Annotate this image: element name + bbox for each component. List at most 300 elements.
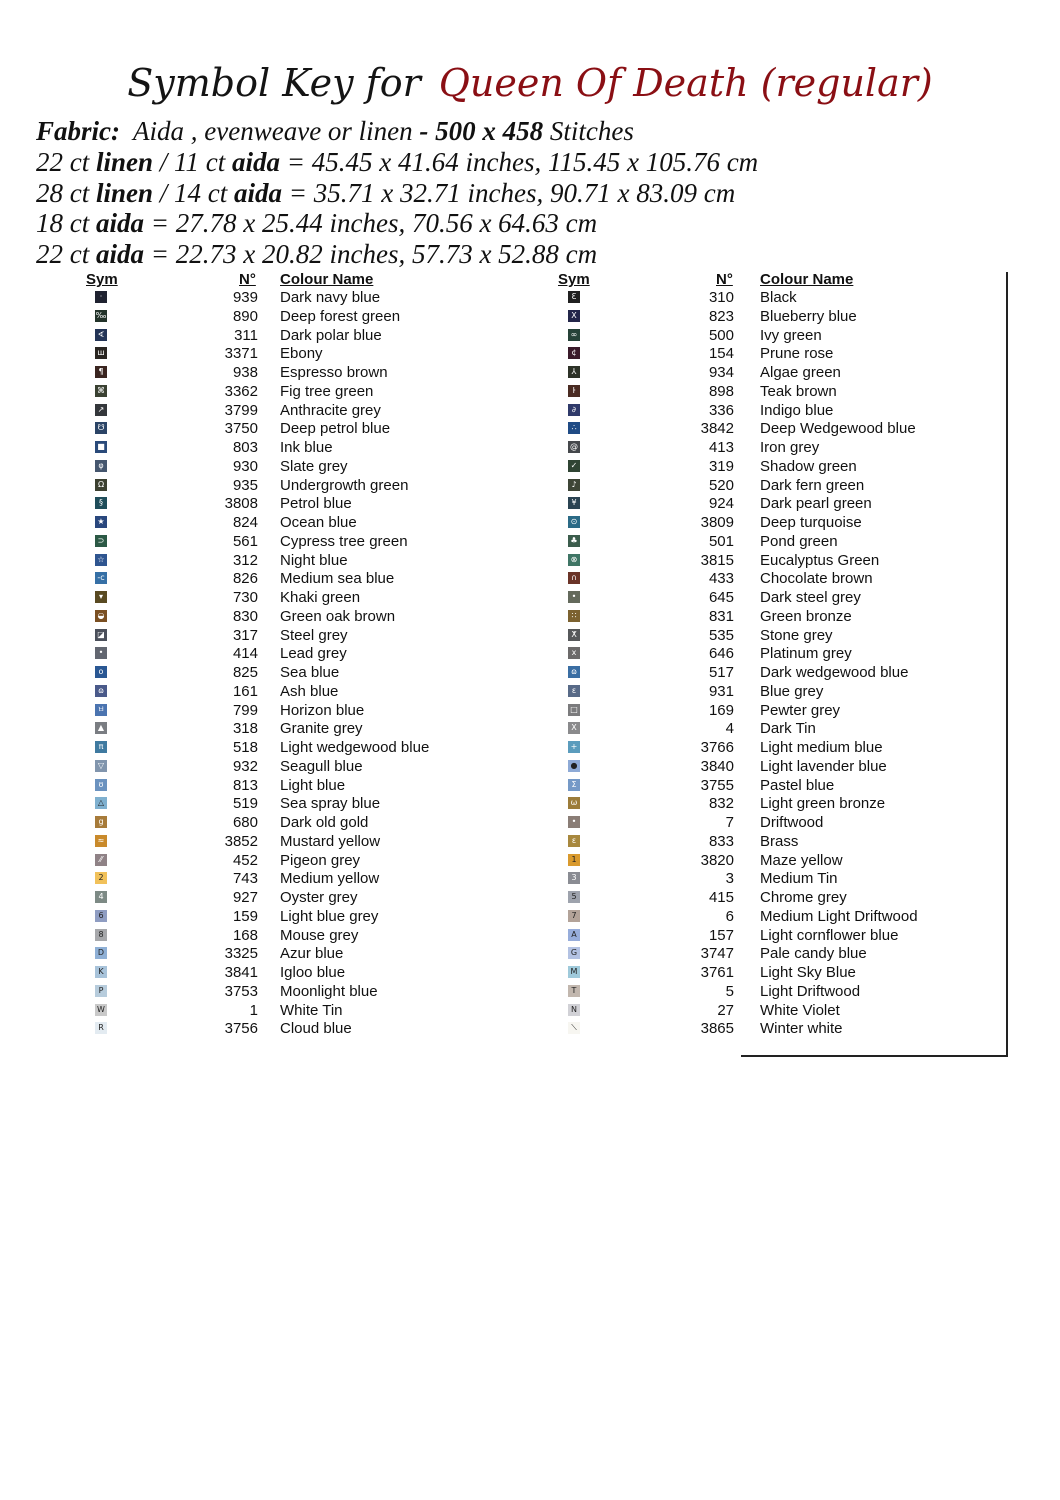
- symbol-swatch-icon: ◒: [95, 610, 107, 622]
- key-row: [82, 927, 502, 946]
- key-row: [555, 533, 1008, 552]
- colour-name: Green oak brown: [280, 607, 396, 625]
- header-sym: Sym: [558, 271, 590, 288]
- key-row: [82, 289, 502, 308]
- key-row: [555, 833, 1008, 852]
- symbol-swatch-icon: W: [95, 1004, 107, 1016]
- size-count-alt: / 14 ct: [153, 177, 235, 208]
- colour-name: Dark steel grey: [760, 589, 861, 606]
- symbol-swatch-icon: Ɛ: [568, 291, 580, 303]
- colour-name: Sea blue: [280, 664, 340, 681]
- key-row: [555, 664, 1008, 683]
- symbol-swatch-icon: ŀ: [568, 385, 580, 397]
- symbol-swatch-icon: ㅂ: [95, 704, 107, 716]
- size-count: 28 ct: [36, 177, 96, 208]
- colour-number: 3840: [700, 757, 734, 775]
- colour-number: 3808: [224, 495, 258, 513]
- key-row: [82, 327, 502, 346]
- colour-name: Iron grey: [760, 439, 820, 456]
- symbol-swatch-icon: 2: [95, 872, 107, 884]
- colour-number: 799: [232, 701, 258, 719]
- colour-name: Dark Tin: [760, 720, 816, 738]
- key-row: [555, 1020, 1008, 1039]
- key-row: [555, 870, 1008, 889]
- colour-name: Igloo blue: [280, 964, 346, 981]
- symbol-swatch-icon: ♪: [568, 479, 580, 491]
- symbol-swatch-icon: ʊ: [95, 779, 107, 791]
- key-row: [82, 477, 502, 496]
- key-row: [82, 908, 502, 927]
- colour-name: Teak brown: [760, 382, 837, 400]
- symbol-swatch-icon: ⅄: [568, 366, 580, 378]
- key-row: [555, 945, 1008, 964]
- colour-name: Driftwood: [760, 814, 824, 831]
- colour-name: Pewter grey: [760, 701, 841, 719]
- key-row: [555, 627, 1008, 646]
- symbol-swatch-icon: ¥: [568, 497, 580, 509]
- colour-number: 5: [725, 982, 734, 1000]
- symbol-swatch-icon: 1: [568, 854, 580, 866]
- colour-number: 3820: [700, 851, 734, 869]
- colour-name: Prune rose: [760, 345, 834, 363]
- key-row: [555, 720, 1008, 739]
- colour-number: 3841: [224, 964, 258, 981]
- colour-name: Mustard yellow: [280, 832, 381, 850]
- symbol-swatch-icon: D: [95, 947, 107, 959]
- colour-number: 3761: [700, 964, 734, 981]
- colour-name: Algae green: [760, 364, 841, 381]
- symbol-swatch-icon: ▲: [95, 722, 107, 734]
- colour-number: 159: [232, 907, 258, 925]
- key-row: [555, 645, 1008, 664]
- colour-number: 452: [232, 851, 258, 869]
- colour-number: 824: [232, 514, 258, 531]
- colour-name: Petrol blue: [280, 495, 352, 513]
- colour-number: 415: [708, 889, 734, 906]
- key-row: [555, 777, 1008, 796]
- colour-name: Moonlight blue: [280, 982, 378, 1000]
- colour-number: 924: [708, 495, 734, 513]
- symbol-swatch-icon: □: [568, 704, 580, 716]
- colour-name: Deep petrol blue: [280, 420, 391, 438]
- key-row: [82, 345, 502, 364]
- colour-number: 413: [708, 439, 734, 456]
- key-row: [555, 552, 1008, 571]
- colour-number: 169: [708, 701, 734, 719]
- colour-name: Horizon blue: [280, 701, 365, 719]
- colour-name: Cloud blue: [280, 1020, 352, 1038]
- key-row: [555, 814, 1008, 833]
- colour-name: Light wedgewood blue: [280, 739, 430, 756]
- colour-number: 927: [232, 889, 258, 906]
- colour-number: 932: [232, 757, 258, 775]
- size-dimensions: = 35.71 x 32.71 inches, 90.71 x 83.09 cm: [282, 177, 736, 208]
- symbol-swatch-icon: ɷ: [568, 666, 580, 678]
- symbol-swatch-icon: ∷: [568, 610, 580, 622]
- symbol-swatch-icon: §: [95, 497, 107, 509]
- colour-name: Medium yellow: [280, 870, 380, 888]
- colour-name: Steel grey: [280, 626, 348, 644]
- key-row: [555, 608, 1008, 627]
- header-colour-name: Colour Name: [280, 271, 374, 288]
- colour-number: 935: [232, 476, 258, 494]
- key-row: [82, 533, 502, 552]
- key-row: [555, 927, 1008, 946]
- key-row: [82, 683, 502, 702]
- colour-name: Light lavender blue: [760, 757, 887, 775]
- colour-name: Dark navy blue: [280, 289, 381, 306]
- colour-name: Oyster grey: [280, 889, 358, 906]
- symbol-swatch-icon: ⟍: [568, 1022, 580, 1034]
- stitch-separator: -: [412, 116, 436, 146]
- colour-name: Azur blue: [280, 945, 344, 963]
- colour-number: 826: [232, 570, 258, 588]
- key-row: [82, 983, 502, 1002]
- fabric-type: linen: [96, 146, 154, 177]
- colour-number: 813: [232, 776, 258, 794]
- colour-number: 832: [708, 795, 734, 813]
- symbol-swatch-icon: ¢: [568, 347, 580, 359]
- colour-number: 168: [232, 926, 258, 944]
- symbol-swatch-icon: ▽: [95, 760, 107, 772]
- colour-number: 312: [232, 551, 258, 569]
- pattern-name: Queen Of Death (regular): [438, 61, 933, 105]
- fabric-specs: [36, 116, 758, 270]
- stitches-label: Stitches: [543, 116, 634, 146]
- key-row: [555, 364, 1008, 383]
- colour-number: 743: [232, 870, 258, 888]
- symbol-swatch-icon: X: [568, 310, 580, 322]
- key-row: [555, 908, 1008, 927]
- colour-number: 27: [717, 1001, 734, 1019]
- symbol-swatch-icon: 4: [95, 891, 107, 903]
- key-row: [82, 739, 502, 758]
- colour-name: Dark polar blue: [280, 326, 382, 344]
- size-line: [36, 208, 758, 239]
- colour-name: Light blue: [280, 776, 346, 794]
- symbol-swatch-icon: ω: [568, 797, 580, 809]
- size-count: 22 ct: [36, 146, 96, 177]
- colour-name: Blueberry blue: [760, 307, 857, 325]
- colour-name: Night blue: [280, 551, 348, 569]
- key-row: [555, 1002, 1008, 1021]
- colour-name: Winter white: [760, 1020, 843, 1038]
- symbol-swatch-icon: K: [95, 966, 107, 978]
- colour-name: Medium Tin: [760, 870, 838, 888]
- key-row: [555, 477, 1008, 496]
- key-row: [555, 702, 1008, 721]
- fabric-type: linen: [96, 177, 154, 208]
- colour-number: 161: [232, 682, 258, 700]
- colour-number: 3815: [700, 551, 734, 569]
- key-row: [82, 589, 502, 608]
- colour-name: Dark old gold: [280, 814, 369, 831]
- symbol-swatch-icon: ∂: [568, 404, 580, 416]
- key-row: [555, 420, 1008, 439]
- symbol-swatch-icon: φ: [95, 460, 107, 472]
- colour-name: Eucalyptus Green: [760, 551, 880, 569]
- colour-name: Deep forest green: [280, 307, 401, 325]
- symbol-swatch-icon: ≈: [95, 835, 107, 847]
- symbol-swatch-icon: -c: [95, 572, 107, 584]
- header-number: N°: [716, 271, 733, 288]
- symbol-swatch-icon: ⊙: [568, 516, 580, 528]
- key-row: [82, 458, 502, 477]
- symbol-swatch-icon: ∩: [568, 572, 580, 584]
- colour-number: 645: [708, 589, 734, 606]
- fabric-type: aida: [96, 239, 145, 270]
- colour-name: Pigeon grey: [280, 851, 361, 869]
- colour-name: Lead grey: [280, 645, 347, 663]
- colour-number: 154: [708, 345, 734, 363]
- colour-name: Pastel blue: [760, 776, 835, 794]
- colour-name: Light cornflower blue: [760, 926, 899, 944]
- size-count: 22 ct: [36, 239, 96, 270]
- key-row: [82, 664, 502, 683]
- table-border-bottom: [741, 1055, 1008, 1057]
- colour-name: Granite grey: [280, 720, 363, 738]
- colour-name: Mouse grey: [280, 926, 359, 944]
- colour-name: Sea spray blue: [280, 795, 381, 813]
- key-row: [82, 1002, 502, 1021]
- symbol-swatch-icon: x: [568, 647, 580, 659]
- colour-name: Ash blue: [280, 682, 339, 700]
- key-row: [555, 758, 1008, 777]
- colour-number: 3371: [224, 345, 258, 363]
- symbol-swatch-icon: P: [95, 985, 107, 997]
- colour-number: 3: [725, 870, 734, 888]
- key-header: [82, 270, 502, 289]
- colour-number: 3809: [700, 514, 734, 531]
- colour-number: 520: [708, 476, 734, 494]
- colour-name: Fig tree green: [280, 382, 374, 400]
- colour-number: 825: [232, 664, 258, 681]
- colour-name: Light Driftwood: [760, 982, 861, 1000]
- key-row: [555, 570, 1008, 589]
- colour-name: Anthracite grey: [280, 401, 381, 419]
- size-dimensions: = 45.45 x 41.64 inches, 115.45 x 105.76 cm: [280, 146, 759, 177]
- colour-number: 317: [232, 626, 258, 644]
- key-row: [82, 889, 502, 908]
- colour-name: Shadow green: [760, 457, 857, 475]
- size-line: [36, 178, 758, 209]
- key-row: [82, 964, 502, 983]
- symbol-swatch-icon: ☆: [95, 554, 107, 566]
- header-sym: Sym: [86, 271, 118, 288]
- symbol-swatch-icon: ▾: [95, 591, 107, 603]
- fabric-type: aida: [96, 208, 145, 239]
- key-row: [82, 945, 502, 964]
- key-row: [82, 364, 502, 383]
- symbol-swatch-icon: ★: [95, 516, 107, 528]
- colour-number: 3753: [224, 982, 258, 1000]
- colour-number: 3865: [700, 1020, 734, 1038]
- colour-name: Undergrowth green: [280, 476, 409, 494]
- title-prefix: Symbol Key for: [127, 61, 421, 105]
- key-row: [82, 439, 502, 458]
- colour-name: Maze yellow: [760, 851, 843, 869]
- symbol-swatch-icon: 3: [568, 872, 580, 884]
- colour-number: 501: [708, 532, 734, 550]
- header-number: N°: [239, 271, 256, 288]
- colour-number: 500: [708, 326, 734, 344]
- colour-name: Indigo blue: [760, 401, 834, 419]
- colour-number: 318: [232, 720, 258, 738]
- fabric-text: Aida , evenweave or linen: [133, 116, 413, 146]
- symbol-key-left: [82, 270, 502, 1039]
- colour-number: 310: [708, 289, 734, 306]
- colour-number: 931: [708, 682, 734, 700]
- key-row: [555, 795, 1008, 814]
- colour-name: Light medium blue: [760, 739, 883, 756]
- key-row: [82, 570, 502, 589]
- colour-name: Ocean blue: [280, 514, 357, 531]
- colour-name: Deep turquoise: [760, 514, 862, 531]
- stitch-count: 500 x 458: [435, 116, 544, 146]
- size-count-alt: / 11 ct: [153, 146, 233, 177]
- key-row: [82, 383, 502, 402]
- colour-name: Stone grey: [760, 626, 833, 644]
- key-row: [555, 383, 1008, 402]
- key-row: [82, 608, 502, 627]
- fabric-label: Fabric:: [36, 116, 120, 146]
- key-row: [82, 495, 502, 514]
- symbol-swatch-icon: o: [95, 666, 107, 678]
- symbol-swatch-icon: Ω: [95, 479, 107, 491]
- symbol-swatch-icon: 7: [568, 910, 580, 922]
- size-line: [36, 239, 758, 270]
- colour-number: 1: [249, 1001, 258, 1019]
- symbol-swatch-icon: 5: [568, 891, 580, 903]
- colour-number: 3799: [224, 401, 258, 419]
- symbol-swatch-icon: A: [568, 929, 580, 941]
- colour-number: 730: [232, 589, 258, 606]
- symbol-swatch-icon: •: [95, 647, 107, 659]
- symbol-swatch-icon: ɛ: [568, 835, 580, 847]
- key-row: [82, 852, 502, 871]
- colour-name: Black: [760, 289, 797, 306]
- colour-number: 157: [708, 926, 734, 944]
- symbol-swatch-icon: ∢: [95, 329, 107, 341]
- colour-name: Pale candy blue: [760, 945, 867, 963]
- colour-number: 890: [232, 307, 258, 325]
- colour-number: 830: [232, 607, 258, 625]
- colour-name: Brass: [760, 832, 799, 850]
- symbol-swatch-icon: •: [568, 816, 580, 828]
- symbol-swatch-icon: △: [95, 797, 107, 809]
- symbol-swatch-icon: ◪: [95, 629, 107, 641]
- colour-number: 561: [232, 532, 258, 550]
- colour-number: 3766: [700, 739, 734, 756]
- colour-number: 3747: [700, 945, 734, 963]
- colour-name: Dark wedgewood blue: [760, 664, 909, 681]
- key-row: [82, 627, 502, 646]
- colour-name: Blue grey: [760, 682, 824, 700]
- colour-name: Khaki green: [280, 589, 361, 606]
- colour-name: Pond green: [760, 532, 838, 550]
- colour-name: Light blue grey: [280, 907, 379, 925]
- colour-number: 433: [708, 570, 734, 588]
- symbol-swatch-icon: 6: [95, 910, 107, 922]
- symbol-swatch-icon: ε: [568, 685, 580, 697]
- colour-name: Slate grey: [280, 457, 348, 475]
- fabric-type: aida: [232, 146, 281, 177]
- key-row: [555, 495, 1008, 514]
- fabric-line: [36, 116, 758, 147]
- key-row: [555, 308, 1008, 327]
- size-dimensions: = 27.78 x 25.44 inches, 70.56 x 64.63 cm: [144, 208, 598, 239]
- colour-name: Ink blue: [280, 439, 333, 456]
- key-row: [82, 833, 502, 852]
- size-line: [36, 147, 758, 178]
- symbol-swatch-icon: ●: [568, 760, 580, 772]
- key-row: [555, 402, 1008, 421]
- symbol-swatch-icon: ♣: [568, 535, 580, 547]
- colour-number: 938: [232, 364, 258, 381]
- key-row: [555, 889, 1008, 908]
- key-row: [82, 870, 502, 889]
- symbol-swatch-icon: +: [568, 741, 580, 753]
- key-row: [82, 514, 502, 533]
- symbol-swatch-icon: @: [570, 442, 578, 451]
- key-row: [82, 308, 502, 327]
- key-row: [82, 1020, 502, 1039]
- symbol-swatch-icon: ⊗: [568, 554, 580, 566]
- key-row: [555, 345, 1008, 364]
- colour-number: 517: [708, 664, 734, 681]
- colour-number: 4: [725, 720, 734, 738]
- colour-number: 6: [725, 907, 734, 925]
- colour-name: Light Sky Blue: [760, 964, 856, 981]
- colour-number: 939: [232, 289, 258, 306]
- key-row: [82, 552, 502, 571]
- size-dimensions: = 22.73 x 20.82 inches, 57.73 x 52.88 cm: [144, 239, 598, 270]
- colour-number: 3362: [224, 382, 258, 400]
- colour-name: Medium Light Driftwood: [760, 907, 918, 925]
- key-row: [555, 852, 1008, 871]
- colour-name: White Violet: [760, 1001, 840, 1019]
- page-title: [0, 58, 1060, 108]
- colour-number: 3755: [700, 776, 734, 794]
- colour-number: 831: [708, 607, 734, 625]
- colour-number: 3325: [224, 945, 258, 963]
- colour-number: 414: [232, 645, 258, 663]
- colour-name: Dark fern green: [760, 476, 865, 494]
- key-row: [82, 402, 502, 421]
- colour-name: Platinum grey: [760, 645, 852, 663]
- colour-name: Ivy green: [760, 326, 822, 344]
- colour-number: 311: [234, 326, 258, 344]
- colour-name: Cypress tree green: [280, 532, 408, 550]
- key-row: [82, 420, 502, 439]
- colour-number: 898: [708, 382, 734, 400]
- key-header: [555, 270, 1008, 289]
- key-row: [82, 777, 502, 796]
- colour-number: 823: [708, 307, 734, 325]
- symbol-swatch-icon: ⁄⁄: [95, 854, 107, 866]
- colour-number: 646: [708, 645, 734, 663]
- key-row: [82, 720, 502, 739]
- key-row: [555, 514, 1008, 533]
- symbol-swatch-icon: M: [568, 966, 580, 978]
- symbol-swatch-icon: ɷ: [95, 685, 107, 697]
- fabric-type: aida: [234, 177, 283, 208]
- symbol-swatch-icon: T: [568, 985, 580, 997]
- symbol-swatch-icon: ⊃: [95, 535, 107, 547]
- symbol-swatch-icon: ⌘: [97, 385, 105, 395]
- symbol-swatch-icon: 8: [95, 929, 107, 941]
- symbol-swatch-icon: ■: [95, 441, 107, 453]
